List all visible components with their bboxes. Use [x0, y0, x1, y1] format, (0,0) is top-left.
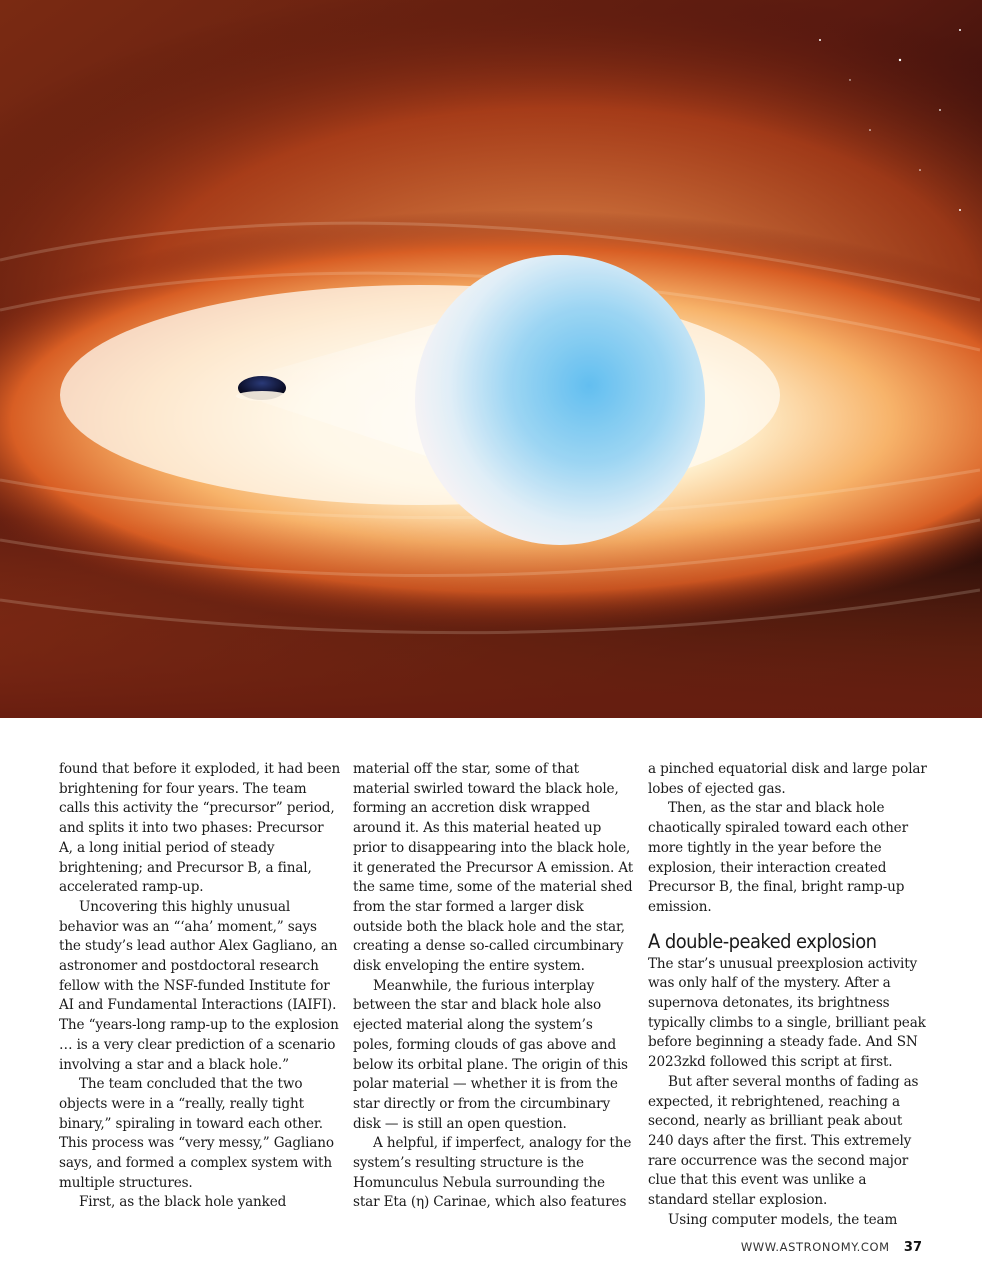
paragraph: Using computer models, the team: [668, 1211, 898, 1228]
paragraph: The star’s unusual preexplosion activity was only half of the mystery. After a supernova detonates, its brightness typically climbs to a single, brilliant peak before beginning a steady fade. And SN 2023zkd followed this script at first.: [648, 955, 926, 1071]
page-footer: [741, 1240, 922, 1255]
paragraph: A helpful, if imperfect, analogy for the system’s resulting structure is the Homunculus Nebula surrounding the star Eta (η) Carinae, which also features: [353, 1135, 632, 1211]
paragraph: But after several months of fading as expected, it rebrightened, reaching a second, nearly as brilliant peak about 240 days after the first. This extremely rare occurrence was the second major clue that this event was unlike a standard stellar explosion.: [648, 1073, 919, 1209]
paragraph: Meanwhile, the furious interplay between the star and black hole also ejected material along the system’s poles, forming clouds of gas above and below its orbital plane. The origin of this polar material — whether it is from the star directly or from the circumbinary disk — is still an open question.: [353, 977, 628, 1132]
paragraph: Uncovering this highly unusual behavior was an “‘aha’ moment,” says the study’s lead author Alex Gagliano, an astronomer and postdoctoral research fellow with the NSF-funded Institute for AI and Fundamental Interactions (IAIFI). The “years-long ramp-up to the explosion … is a very clear prediction of a scenario involving a star and a black hole.”: [59, 898, 339, 1073]
paragraph: First, as the black hole yanked: [79, 1194, 287, 1211]
page-number: 37: [903, 1240, 922, 1255]
section-subhead: A double-peaked explosion: [648, 929, 877, 953]
website-url: WWW.ASTRONOMY.COM: [740, 1240, 890, 1254]
paragraph: Then, as the star and black hole chaotically spiraled toward each other more tightly in the year before the explosion, their interaction created Precursor B, the final, bright ramp-up emission.: [648, 800, 908, 915]
article-column-2: [353, 760, 635, 1213]
article-column-3: [648, 760, 930, 1230]
paragraph: a pinched equatorial disk and large polar lobes of ejected gas.: [648, 761, 927, 797]
paragraph: The team concluded that the two objects were in a “really, really tight binary,” spiraling in toward each other. This process was “very messy,” Gagliano says, and formed a complex system with multiple structures.: [59, 1076, 334, 1191]
paragraph: material off the star, some of that material swirled toward the black hole, forming an accretion disk wrapped around it. As this material heated up prior to disappearing into the black hole, it generated the Precursor A emission. At the same time, some of the material shed from the star formed a larger disk outside both the black hole and the star, creating a dense so-called circumbinary disk enveloping the entire system.: [353, 761, 634, 975]
paragraph: found that before it exploded, it had been brightening for four years. The team calls this activity the “precursor” period, and splits it into two phases: Precursor A, a long initial period of steady brightening; and Precursor B, a final, accelerated ramp-up.: [59, 761, 341, 896]
article-column-1: [59, 760, 341, 1213]
